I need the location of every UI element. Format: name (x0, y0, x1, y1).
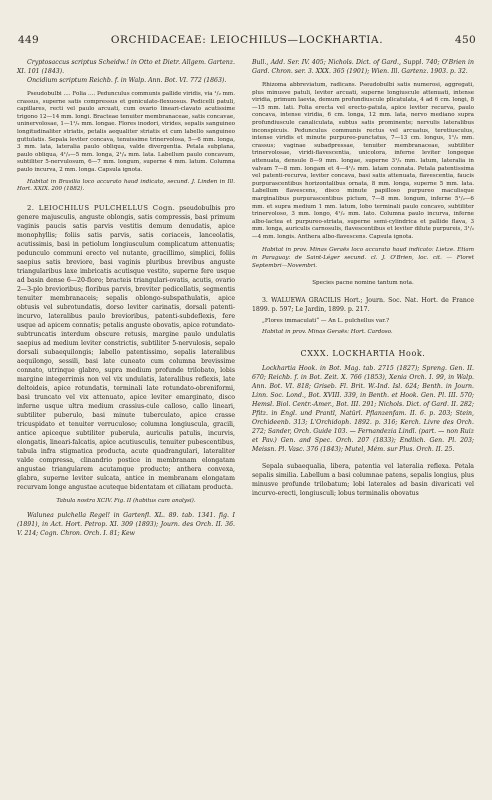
synonym-reference-2: Oncidium scriptum Reichb. f. in Walp. Ann. Bot. VI. 772 (1863). (27, 77, 227, 84)
genus-heading: CXXX. LOCKHARTIA Hook. (300, 349, 426, 359)
page-header (18, 34, 476, 52)
species-2-heading: 2. LEIOCHILUS PULCHELLUS Cogn. (27, 203, 176, 212)
genus-references: Lockhartia Hook. in Bot. Mag. tab. 2715 (1827); Spreng. Gen. II. 670; Reichb. f. in Bot. Zeit. X. 766 (1853), Xenia Orch. I. 99, in Walp. Ann. Bot. VI. 818; Griseb. Fl. Brit. W.-Ind. Isl. 624; Benth. in Journ. Linn. Soc. Lond., Bot. XVIII. 339, in Benth. et Hook. Gen. Pl. III. 570; Hemsl. Biol. Centr.-Amer., Bot. III. 291; Nichols. Dict. of Gard. II. 282; Pfitz. in Engl. und Prantl, Natürl. Pflanzenfam. II. 6. p. 203; Stein, Orchideenb. 313; L'Orchidoph. 1892. p. 316; Kerch. Livre des Orch. 272; Sander, Orch. Guide 103. — Fernandezia Lindl. (part. — non Ruiz et Pav.) Gen. and Spec. Orch. 207 (1833); Endlich. Gen. Pl. 203; Meissn. Pl. Vasc. 376 (1843); Mutel, Mém. sur Plus. Orch. II. 25. (252, 365, 474, 454)
species-2-entry (17, 204, 235, 492)
species-3-entry: 3. WALUEWA GRACILIS Hort.; Journ. Soc. Nat. Hort. de France 1899. p. 597; Le Jardin, 1899. p. 217. (252, 296, 474, 313)
page-number-left: 449 (18, 34, 39, 46)
habitat-note-1: Habitat in Brasilia loco accurato haud indicato, secund. J. Linden in Ill. Hort. XXIX. 200 (1882). (17, 178, 235, 193)
genus-description: Sepala subaequalia, libera, patentia vel lateralia reflexa. Petala sepalis similia. Labellum a basi columnae patens, sepalis longius, plus minusve profunde trilobatum; lobi laterales ad basin divaricati vel incurvo-erecti, longiusculi; lobus terminalis obovatus (252, 463, 474, 498)
species-3-quote: „Flores immaculati“ — An L. pulchellus var.? (262, 317, 390, 324)
left-column (17, 58, 235, 538)
species-description-1: Pseudobulbi .... Folia .... Pedunculus communis pallide viridis, via ¹/₂ mm. crassus, superne satis compressus et geniculato-flexuosus. Pedicelli patuli, capillares, recti vel paulo arcuati, cum ovario lineari-clavato acutissime trigono 12—14 mm. longi. Bracteae tenuiter membranaceae, satis concavae, uninervolosae, 1—1¹/₂ mm. longae. Flores inodori, virides, sepalis sanguineo longitudinaliter striatis, petalis aequaliter striatis et cum labello sanguineo guttulatis. Sepala leviter concava, tenuissime trinervolosa, 5—6 mm. longa, 3 mm. lata, lateralia paulo obliqua, valde divergentia. Petala subplana, paulo obliqua, 4¹/₂—5 mm. longa, 2¹/₄ mm. lata. Labellum paulo concavum, subtiliter 5-nervulosum, 6—7 mm. longum, superne 4 mm. latum. Columna paulo incurva, 2 mm. longa. Capsula ignota. (17, 91, 235, 173)
synonym-continuation: Bull., Add. Ser. IV. 405; Nichols. Dict. of Gard., Suppl. 740; O'Brien in Gard. Chron. ser. 3. XXX. 365 (1901); Wien. Ill. Gartenz. 1903. p. 32. (252, 59, 474, 75)
habitat-note-3: Habitat in prov. Minas Geraës: Hort. Cardoso. (262, 329, 393, 336)
species-description-2: Rhizoma abbreviatum, radicans. Pseudobulbi satis numerosi, aggregati, plus minusve patuli, leviter arcuati, superne longiuscule attenuati, intense viridia, primum laevia, demum profundiuscule plicatulata, 4 ad 6 cm. longi, 8—15 mm. lati. Folia erecta vel erecto-patula, apice leviter recurva, paulo concava, intense viridia, 6 cm. longa, 12 mm. lata, nervo mediano supra profundiuscule canaliculata, subtus satis prominente; nervulis lateralibus inconspicuis. Pedunculus communis rectus vel arcuatus, teretiusculus, intense viridis et minute purpureo-punctatus, 7—13 cm. longus, 1¹/₂ mm. crassus; vaginae subadpressae, tenuiter membranaceae, subtiliter trinervolosae, viridi-flavescentia, unicolora, inferne leviter longeque attenuata, densule 8—9 mm. longae, superne 3¹/₂ mm. latum, lateralia in valvam 7—8 mm. longam et 4—4¹/₂ mm. latam connata. Petala patentissima vel patenti-recurva, leviter concava, basi satis attenuata, flavescentia, faucis purpurascentibus horizontalibus ornata, 8 mm. longa, superne 5 mm. lata. Labellum flavescens, disco minute papilloso purpureo maculisque marginalibus purpurascentibus pictum, 7—8 mm. longum, inferne 5¹/₂—6 mm. et supra medium 1 mm. latum, lobo terminali paulo concavo, subtiliter trinervoloso, 3 mm. longo, 4¹/₂ mm. lato. Columna paulo incurva, inferne albo-lactea et purpureo-striata, superne semi-cylindrica et pallide flava, 3 mm. longa, auriculis carnosulis, flavescentibus et leviter dilute purpureis, 3¹/₂—4 mm. longis. Anthera albo-flavescens. Capsula ignota. (252, 82, 474, 240)
running-title: ORCHIDACEAE: LEIOCHILUS—LOCKHARTIA. (110, 34, 384, 46)
species-2-synonyms: Walunea pulchella Regel! in Gartenfl. XL. 89. tab. 1341. fig. I (1891), in Act. Hort. Petrop. XI. 309 (1893); Journ. des Orch. II. 36. V. 214; Cogn. Chron. Orch. I. 81; Kew (17, 512, 235, 538)
plate-reference: Tabula nostra XCIV. Fig. II (habitus cum analysi). (56, 497, 196, 504)
species-excluded-note: Species pacne nomine tantum nota. (312, 280, 414, 287)
page-number-right: 450 (455, 34, 476, 46)
synonym-reference: Cryptosaccus scriptus Scheidw.! in Otto et Dietr. Allgem. Gartenz. XI. 101 (1843). (17, 59, 235, 75)
species-2-diagnosis: pseudobulbis pro genere majusculis, anguste oblongis, satis compressis, basi primum vaginis paucis satis parvis vestitis demum denudatis, apice monophyllis; foliis satis parvis, satis coriaceis, lanceolatis, acutissimis, basi in petiolum longiusculum complicatum attenuatis; pedunculo communi erecto vel nutante, gracillimo, simplici, foliis saepius satis breviore, basi vaginis pluribus brevibus anguste triangularibus laxe imbricatis acutisque vestito, superne fere usque ad basin dense 6—20-floro; bracteis triangulari-ovatis, acutis, ovario 2—3-plo brevioribus; floribus parvis, breviter pedicellatis, segmentis tenuiter membranaceis; sepalis oblongo-subspathulatis, apice obtusis vel subrotundatis, dorso leviter carinatis, dorsali patenti-incurvo, lateralibus paulo brevioribus, patenti-subdeflexis, fere usque ad apicem connatis; petalis anguste obovatis, apice rotundato-subtruncatis interdum obscure retusis, margine paulo undulatis saepius ad medium leviter constrictis, subtiliter 5-nervulosis, sepalo dorsali subaequilongis; labello patentissimo, sepalis lateralibus aequilongo, sessili, basi late cuneato cum columna brevissime connato, utrinque glabro, supra medium profunde trilobato, lobis margine integerrimis non vel vix undulatis, lateralibus reflexis, late deltoideis, apice rotundatis, terminali late rotundato-obreniformi, basi truncato vel vix attenuato, apice leviter emarginato, disco inferne usque ultra medium crassius-cule calloso, callo lineari, subtiliter puberulo, basi minute tuberculato, apice crasse tricuspidato et tenuiter verruculoso; columna longiuscula, gracili, antice apiceque subtiliter puberula, auriculis patulis, incurvis, elongatis, lineari-falcatis, apice acutiusculis, tenuiter pubescentibus, tabula infra stigmatica producta, acute quadrangulari, lateraliter valde compressa, clinandrio postice in membranam elongatam angustae triangularem acutamque producto; anthera convexa, glabra, superne leviter sulcata, antice in membranam elongatam recurvam longe angustae acuteque bidentatam et ciliatam producta. (17, 204, 236, 491)
habitat-note-2: Habitat in prov. Minas Geraës loco accurato haud indicato: Lietze. Etiam in Paraguay: de Saint-Léger secund. cl. J. O'Brien, loc. cit. — Floret Septembri—Novembri. (252, 247, 474, 269)
right-column (252, 58, 474, 498)
